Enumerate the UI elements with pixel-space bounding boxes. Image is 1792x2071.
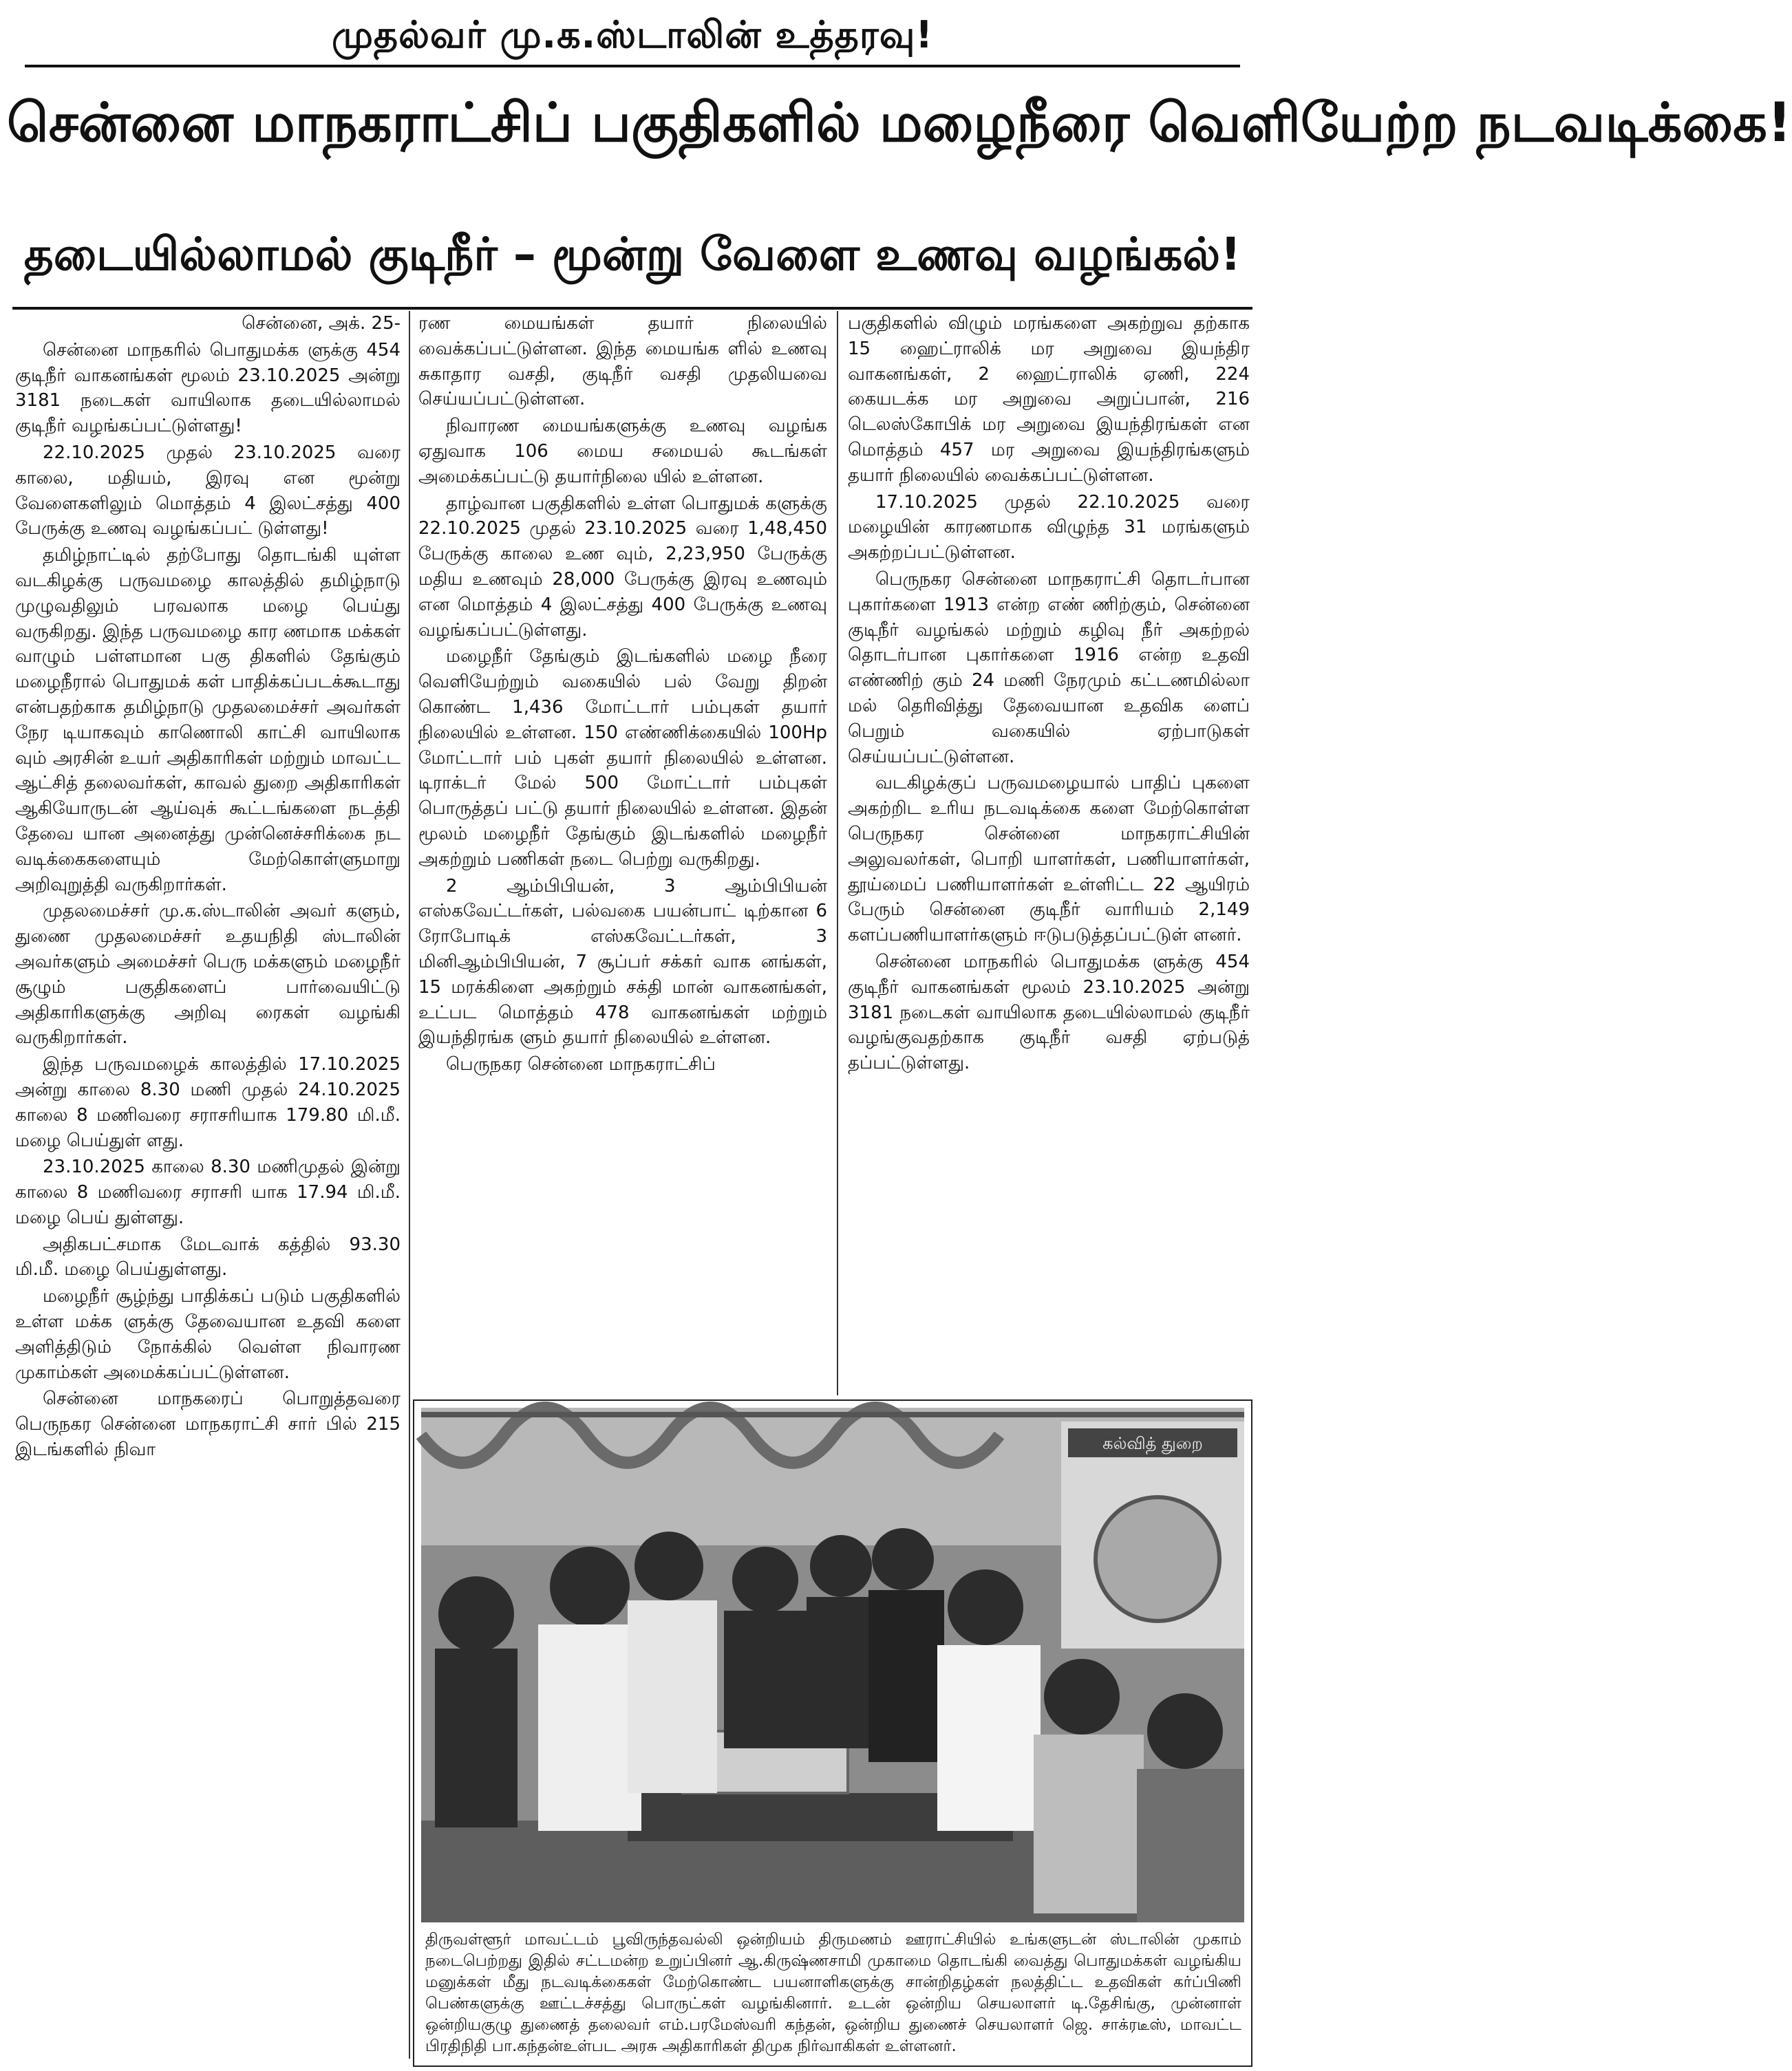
header-divider [12, 307, 1252, 310]
article-column-1 [15, 311, 401, 2057]
kicker-divider [25, 65, 1240, 67]
event-photo [421, 1408, 1244, 1922]
paragraph: பகுதிகளில் விழும் மரங்களை அகற்றுவ தற்காக 15 ஹைட்ராலிக் மர அறுவை இயந்திர வாகனங்கள், 2 ஹைட்ராலிக் ஏணி, 224 கையடக்க மர அறுவை அறுப்பான், 216 டெலஸ்கோபிக் மர அறுவை இயந்திரங்கள் என மொத்தம் 457 மர அறுவை இயந்திரங்களும் தயார் நிலையில் வைக்கப்பட்டுள்ளன. [848, 313, 1250, 486]
kicker-headline: முதல்வர் மு.க.ஸ்டாலின் உத்தரவு! [331, 13, 934, 56]
paragraph: மழைநீர் தேங்கும் இடங்களில் மழை நீரை வெளியேற்றும் வகையில் பல் வேறு திறன் கொண்ட 1,436 மோட்டார் பம்புகள் தயார் நிலையில் உள்ளன. 150 எண்ணிக்கையில் 100Hp மோட்டார் பம் புகள் தயார் நிலையில் உள்ளன. டிராக்டர் மேல் 500 மோட்டார் பம்புகள் பொருத்தப் பட்டு தயார் நிலையில் உள்ளன. இதன் மூலம் மழைநீர் தேங்கும் இடங்களில் மழைநீர் அகற்றும் பணிகள் நடை பெற்று வருகிறது. [418, 646, 827, 870]
column-divider [409, 311, 410, 2059]
paragraph: 17.10.2025 முதல் 22.10.2025 வரை மழையின் காரணமாக விழுந்த 31 மரங்களும் அகற்றப்பட்டுள்ளன. [848, 491, 1250, 564]
paragraph: சென்னை மாநகரில் பொதுமக்க ளுக்கு 454 குடிநீர் வாகனங்கள் மூலம் 23.10.2025 அன்று 3181 நடைகள் வாயிலாக தடையில்லாமல் குடிநீர் வழங்கப்பட்டுள்ளது! [15, 339, 401, 437]
paragraph: ரண மையங்கள் தயார் நிலையில் வைக்கப்பட்டுள்ளன. இந்த மையங்க ளில் உணவு சுகாதார வசதி, குடிநீர் வசதி முதலியவை செய்யப்பட்டுள்ளன. [418, 313, 827, 410]
photo-illustration [421, 1408, 1244, 1922]
paragraph: இந்த பருவமழைக் காலத்தில் 17.10.2025 அன்று காலை 8.30 மணி முதல் 24.10.2025 காலை 8 மணிவரை சராசரியாக 179.80 மி.மீ. மழை பெய்துள் ளது. [15, 1054, 401, 1151]
column-divider [837, 311, 838, 1395]
paragraph: வடகிழக்குப் பருவமழையால் பாதிப் புகளை அகற்றிட உரிய நடவடிக்கை களை மேற்கொள்ள பெருநகர சென்னை மாநகராட்சியின் அலுவலர்கள், பொறி யாளர்கள், பணியாளர்கள், தூய்மைப் பணியாளர்கள் உள்ளிட்ட 22 ஆயிரம் பேரும் சென்னை குடிநீர் வாரியம் 2,149 களப்பணியாளர்களும் ஈடுபடுத்தப்பட்டுள் ளனர். [848, 773, 1250, 946]
paragraph: நிவாரண மையங்களுக்கு உணவு வழங்க ஏதுவாக 106 மைய சமையல் கூடங்கள் அமைக்கப்பட்டு தயார்நிலை யில் உள்ளன. [418, 416, 827, 487]
banner-text: கல்வித் துறை [1102, 1434, 1203, 1453]
paragraph: சென்னை மாநகரில் பொதுமக்க ளுக்கு 454 குடிநீர் வாகனங்கள் மூலம் 23.10.2025 அன்று 3181 நடைகள் வாயிலாக தடையில்லாமல் குடிநீர் வழங்குவதற்காக குடிநீர் வசதி ஏற்படுத் தப்பட்டுள்ளது. [848, 951, 1250, 1074]
main-headline: சென்னை மாநகராட்சிப் பகுதிகளில் மழைநீரை வெளியேற்ற நடவடிக்கை! [7, 92, 1792, 154]
paragraph: 22.10.2025 முதல் 23.10.2025 வரை காலை, மதியம், இரவு என மூன்று வேளைகளிலும் மொத்தம் 4 இலட்சத்து 400 பேருக்கு உணவு வழங்கப்பட் டுள்ளது! [15, 442, 401, 539]
paragraph: சென்னை மாநகரைப் பொறுத்தவரை பெருநகர சென்னை மாநகராட்சி சார் பில் 215 இடங்களில் நிவா [15, 1388, 401, 1461]
paragraph: முதலமைச்சர் மு.க.ஸ்டாலின் அவர் களும், துணை முதலமைச்சர் உதயநிதி ஸ்டாலின் அவர்களும் அமைச்சர் பெரு மக்களும் மழைநீர் சூழும் பகுதிகளைப் பார்வையிட்டு அதிகாரிகளுக்கு அறிவு ரைகள் வழங்கி வருகிறார்கள். [15, 901, 401, 1049]
photo-caption: திருவள்ளூர் மாவட்டம் பூவிருந்தவல்லி ஒன்றியம் திருமணம் ஊராட்சியில் உங்களுடன் ஸ்டாலின் முகாம் நடைபெற்றது இதில் சட்டமன்ற உறுப்பினர் ஆ.கிருஷ்ணசாமி முகாமை தொடங்கி வைத்து பொதுமக்கள் வழங்கிய மனுக்கள் மீது நடவடிக்கைகள் மேற்கொண்ட பயனாளிகளுக்கு சான்றிதழ்கள் நலத்திட்ட உதவிகள் கர்ப்பிணி பெண்களுக்கு ஊட்டச்சத்து பொருட்கள் வழங்கினார். உடன் ஒன்றிய செயலாளர் டி.தேசிங்கு, முன்னாள் ஒன்றியகுழு துணைத் தலைவர் எம்.பரமேஸ்வரி கந்தன், ஒன்றிய துணைச் செயலாளர் ஜெ. சாக்ரடீஸ், மாவட்ட பிரதிநிதி பா.கந்தன்உள்பட அரசு அதிகாரிகள் திமுக நிர்வாகிகள் உள்ளனர். [425, 1931, 1241, 2055]
article-column-3 [848, 311, 1250, 1390]
paragraph: பெருநகர சென்னை மாநகராட்சிப் [446, 1054, 716, 1075]
paragraph: 2 ஆம்பிபியன், 3 ஆம்பிபியன் எஸ்கவேட்டர்கள், பல்வகை பயன்பாட் டிற்கான 6 ரோபோடிக் எஸ்கவேட்டர்கள், 3 மினிஆம்பிபியன், 7 சூப்பர் சக்கர் வாக னங்கள், 15 மரக்கிளை அகற்றும் சக்தி மான் வாகனங்கள், உட்பட மொத்தம் 478 வாகனங்கள் மற்றும் இயந்திரங்க ளும் தயார் நிலையில் உள்ளன. [418, 875, 827, 1049]
paragraph: மழைநீர் சூழ்ந்து பாதிக்கப் படும் பகுதிகளில் உள்ள மக்க ளுக்கு தேவையான உதவி களை அளித்திடும் நோக்கில் வெள்ள நிவாரண முகாம்கள் அமைக்கப்பட்டுள்ளன. [15, 1286, 401, 1383]
paragraph: தாழ்வான பகுதிகளில் உள்ள பொதுமக் களுக்கு 22.10.2025 முதல் 23.10.2025 வரை 1,48,450 பேருக்கு காலை உண வும், 2,23,950 பேருக்கு மதிய உணவும் 28,000 பேருக்கு இரவு உணவும் என மொத்தம் 4 இலட்சத்து 400 பேருக்கு உணவு வழங்கப்பட்டுள்ளது. [418, 493, 827, 641]
article-column-2 [418, 311, 827, 1390]
sub-headline: தடையில்லாமல் குடிநீர் – மூன்று வேளை உணவு வழங்கல்! [23, 228, 1241, 281]
paragraph: அதிகபட்சமாக மேடவாக் கத்தில் 93.30 மி.மீ. மழை பெய்துள்ளது. [15, 1234, 401, 1280]
photo-frame [413, 1399, 1252, 2067]
dateline: சென்னை, அக். 25- [242, 313, 401, 334]
paragraph: தமிழ்நாட்டில் தற்போது தொடங்கி யுள்ள வடகிழக்கு பருவமழை காலத்தில் தமிழ்நாடு முழுவதிலும் பரவலாக மழை பெய்து வருகிறது. இந்த பருவமழை கார ணமாக மக்கள் வாழும் பள்ளமான பகு திகளில் தேங்கும் மழைநீரால் பொதுமக் கள் பாதிக்கப்படக்கூடாது என்பதற்காக தமிழ்நாடு முதலமைச்சர் அவர்கள் நேர டியாகவும் காணொலி காட்சி வாயிலாக வும் அரசின் உயர் அதிகாரிகள் மற்றும் மாவட்ட ஆட்சித் தலைவர்கள், காவல் துறை அதிகாரிகள் ஆகியோருடன் ஆய்வுக் கூட்டங்களை நடத்தி தேவை யான அனைத்து முன்னெச்சரிக்கை நட வடிக்கைகளையும் மேற்கொள்ளுமாறு அறிவுறுத்தி வருகிறார்கள். [15, 545, 401, 895]
paragraph: பெருநகர சென்னை மாநகராட்சி தொடர்பான புகார்களை 1913 என்ற எண் ணிற்கும், சென்னை குடிநீர் வழங்கல் மற்றும் கழிவு நீர் அகற்றல் தொடர்பான புகார்களை 1916 என்ற உதவி எண்ணிற் கும் 24 மணி நேரமும் கட்டணமில்லா மல் தெரிவித்து தேவையான உதவிக ளைப் பெறும் வகையில் ஏற்பாடுகள் செய்யப்பட்டுள்ளன. [848, 568, 1250, 767]
paragraph: 23.10.2025 காலை 8.30 மணிமுதல் இன்று காலை 8 மணிவரை சராசரி யாக 17.94 மி.மீ. மழை பெய் துள்ளது. [15, 1157, 401, 1228]
